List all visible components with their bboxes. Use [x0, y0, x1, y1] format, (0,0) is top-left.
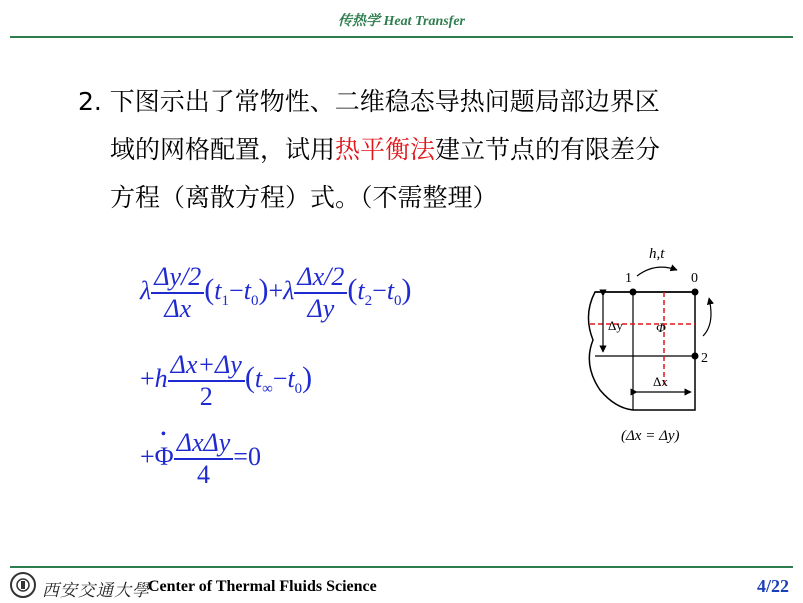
eq1-open: ( [204, 272, 215, 306]
eq2-plus: + [268, 275, 284, 305]
label-dy: Δy [608, 318, 623, 333]
eq2-sub-a: 2 [364, 293, 373, 310]
eq1-sub-b: 0 [250, 293, 259, 310]
eq2-t: t [357, 275, 365, 305]
label-node-1: 1 [625, 271, 632, 286]
label-node-2: 2 [701, 351, 708, 366]
eq1-minus: − [229, 275, 244, 305]
eq3-h: h [154, 363, 168, 393]
eq4-phi: Φ [154, 441, 174, 471]
diagram-caption: (Δx = Δy) [621, 428, 680, 444]
eq2-numerator: Δx/2 [294, 262, 347, 294]
equation-line-1 [140, 262, 412, 324]
label-ht: h,t [649, 246, 665, 262]
eq4-numerator: ΔxΔy [174, 428, 234, 460]
eq2-close: ) [401, 272, 412, 306]
eq3-open: ( [244, 360, 255, 394]
equation-line-2 [140, 350, 312, 412]
convection-arrow [637, 267, 677, 276]
eq3-minus: − [272, 363, 288, 393]
problem-line-3: 方程（离散方程）式。（不需整理） [110, 183, 498, 212]
eq3-fraction [168, 350, 245, 412]
footer-rule [10, 566, 793, 568]
eq2-lambda: λ [283, 275, 295, 305]
eq4-phi-dot: • [160, 425, 167, 443]
node-2-dot [692, 353, 699, 360]
eq1-lambda: λ [140, 275, 152, 305]
eq3-plus: + [140, 363, 155, 393]
header-rule [10, 36, 793, 38]
highlight-method: 热平衡法 [335, 135, 436, 164]
eq4-denominator: 4 [196, 460, 210, 489]
eq2-minus: − [372, 275, 387, 305]
eq1-t: t [214, 275, 222, 305]
eq4-equals: =0 [233, 441, 261, 471]
eq4-phi-group [154, 425, 174, 472]
eq1-close: ) [258, 272, 269, 306]
eq1-sub-a: 1 [221, 293, 230, 310]
eq2-open: ( [347, 272, 358, 306]
eq2-sub-b: 0 [394, 293, 402, 310]
eq2-fraction [294, 262, 347, 324]
equation-line-3 [140, 425, 261, 490]
header-title: 传热学 Heat Transfer [337, 14, 466, 29]
eq1-numerator: Δy/2 [151, 262, 204, 294]
eq3-t-b: t [287, 363, 295, 393]
eq2-t-b: t [386, 275, 395, 305]
eq3-denominator: 2 [199, 382, 213, 411]
eq1-denominator: Δx [164, 294, 192, 323]
eq4-fraction [174, 428, 234, 490]
eq4-plus: + [140, 441, 155, 471]
eq1-t-b: t [243, 275, 251, 305]
eq3-sub-a: ∞ [262, 381, 273, 398]
problem-line-1: 2. 下图示出了常物性、二维稳态导热问题局部边界区 [78, 87, 660, 116]
problem-line-2-post: 建立节点的有限差分 [435, 135, 661, 164]
eq2-denominator: Δy [307, 294, 335, 323]
eq3-sub-b: 0 [294, 381, 303, 398]
eq3-t: t [254, 363, 263, 393]
label-node-0: 0 [691, 271, 698, 286]
label-phi: Φ [656, 320, 666, 335]
mesh-diagram [575, 240, 715, 455]
eq3-close: ) [302, 360, 313, 394]
problem-statement [78, 78, 738, 222]
problem-line-2-pre: 域的网格配置，试用 [110, 135, 336, 164]
node-1-dot [630, 289, 637, 296]
university-logo-text: 西安交通大學 [42, 581, 150, 601]
footer-center-text: Center of Thermal Fluids Science [148, 578, 377, 595]
side-arrow [703, 298, 711, 336]
problem-line-2 [78, 126, 738, 174]
page-number: 4/22 [756, 576, 789, 596]
eq3-numerator: Δx+Δy [168, 350, 245, 382]
eq1-fraction [151, 262, 204, 324]
node-0-dot [692, 289, 699, 296]
label-dx: Δx [653, 374, 668, 389]
university-seal-icon [10, 572, 36, 598]
